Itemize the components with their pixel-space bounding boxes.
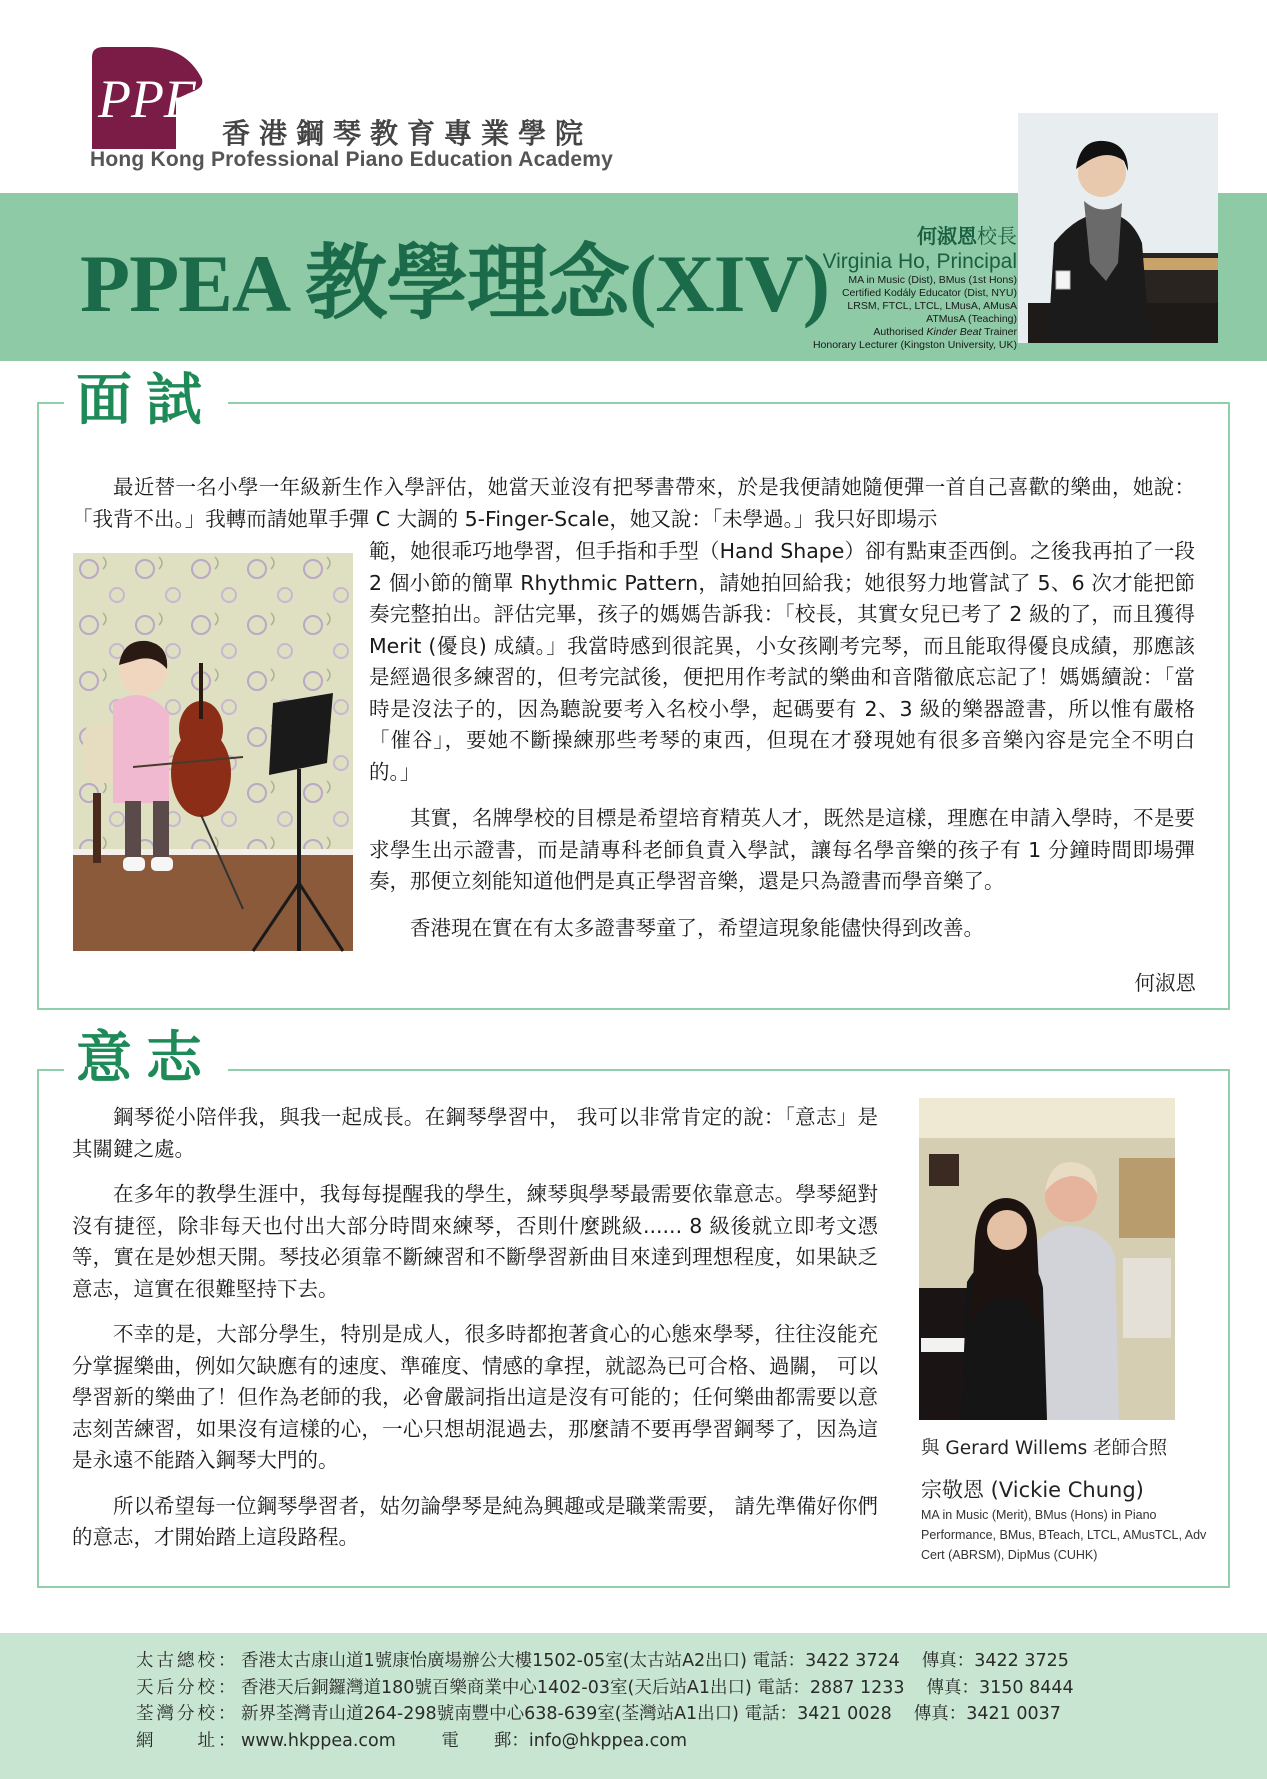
academy-logo — [90, 45, 230, 150]
footer-contact-lines — [136, 1648, 1074, 1754]
cred-text: Trainer — [981, 326, 1017, 338]
branch-phone: 電話：3421 0028 — [744, 1704, 892, 1724]
principal-photo — [1018, 113, 1218, 343]
interview-signature: 何淑恩 — [1134, 971, 1196, 995]
principal-credential: ATMusA (Teaching) — [926, 313, 1017, 325]
principal-name-zh: 何淑恩 — [917, 226, 977, 248]
section-title-willpower: 意志 — [64, 1031, 228, 1087]
branch-address: 香港太古康山道1號康怡廣場辦公大樓1502-05室(太古站A2出口) — [241, 1651, 748, 1671]
cred-emphasis: Kinder Beat — [926, 326, 982, 338]
interview-paragraph-3: 香港現在實在有太多證書琴童了，希望這現象能儘快得到改善。 — [410, 916, 984, 940]
logo-letters: PPEA — [98, 69, 230, 129]
willpower-paragraph: 所以希望每一位鋼琴學習者，姑勿論學琴是純為興趣或是職業需要， 請先準備好你們的意志，才開始踏上這段路程。 — [72, 1493, 879, 1549]
website-label: 網 址： — [136, 1730, 239, 1751]
photo-caption: 與 Gerard Willems 老師合照 — [921, 1438, 1168, 1459]
branch-fax: 傳真：3421 0037 — [913, 1704, 1061, 1724]
interview-paragraph-1-continued: 範，她很乖巧地學習，但手指和手型（Hand Shape）卻有點東歪西倒。之後我再拍了一段 2 個小節的簡單 Rhythmic Pattern，請她拍回給我；她很努力地嘗試了 5、6 次才能把節奏完整拍出。評估完畢，孩子的媽媽告訴我：「校長，其實女兒已考了 2 級的了，而且獲得 Merit (優良) 成績。」我當時感到很詫異，小女孩剛考完琴，而且能取得優良成績，那應該是經過很多練習的，但考完試後，便把用作考試的樂曲和音階徹底忘記了！媽媽續說：「當時是沒法子的，因為聽說要考入名校小學，起碼要有 2、3 級的樂器證書，所以惟有嚴格「催谷」，要她不斷操練那些考琴的東西，但現在才發現她有很多音樂內容是完全不明白的。」 — [369, 539, 1195, 784]
cred-text: Authorised — [873, 326, 927, 338]
section-title-interview: 面試 — [64, 373, 228, 429]
girl-cello-photo — [73, 553, 353, 951]
principal-name-en: Virginia Ho, Principal — [822, 250, 1017, 273]
willpower-paragraph: 鋼琴從小陪伴我，與我一起成長。在鋼琴學習中， 我可以非常肯定的說：「意志」是其關鍵之處。 — [72, 1105, 878, 1161]
principal-credential: Certified Kodály Educator (Dist, NYU) — [841, 287, 1017, 299]
email-label: 電 郵： — [441, 1730, 529, 1751]
web-email-line — [136, 1728, 1074, 1755]
logo-name-en: Hong Kong Professional Piano Education Academy — [90, 148, 613, 171]
branch-address: 香港天后銅鑼灣道180號百樂商業中心1402-03室(天后站A1出口) — [241, 1677, 752, 1698]
principal-info — [813, 220, 1017, 352]
email-link[interactable]: info@hkppea.com — [528, 1730, 688, 1751]
branch-fax: 傳真：3422 3725 — [921, 1651, 1069, 1671]
interview-paragraph-2: 其實，名牌學校的目標是希望培育精英人才，既然是這樣，理應在申請入學時，不是要求學生出示證書，而是請專科老師負責入學試，讓每名學音樂的孩子有 1 分鐘時間即場彈奏，那便立刻能知道他們是真正學習音樂，還是只為證書而學音樂了。 — [369, 806, 1195, 893]
branch-label: 荃灣分校： — [136, 1704, 239, 1724]
page-title: PPEA 教學理念(XIV) — [80, 238, 830, 329]
principal-name — [813, 220, 1017, 249]
branch-phone: 電話：2887 1233 — [757, 1677, 905, 1698]
author-name: 宗敬恩 (Vickie Chung) — [921, 1478, 1144, 1502]
willpower-paragraph: 在多年的教學生涯中，我每每提醒我的學生，練琴與學琴最需要依靠意志。學琴絕對沒有捷徑，除非每天也付出大部分時間來練琴，否則什麼跳級...... 8 級後就立即考文憑等，實在是妙想天開。琴技必須靠不斷練習和不斷學習新曲目來達到理想程度，如果缺乏意志，這實在很難堅持下去。 — [72, 1182, 878, 1301]
website-link[interactable]: www.hkppea.com — [241, 1730, 396, 1751]
branch-line — [136, 1701, 1074, 1728]
teacher-pair-photo — [919, 1098, 1175, 1420]
branch-line — [136, 1648, 1074, 1675]
principal-credential: Honorary Lecturer (Kingston University, UK) — [812, 339, 1017, 351]
interview-paragraph-1-intro: 最近替一名小學一年級新生作入學評估，她當天並沒有把琴書帶來，於是我便請她隨便彈一首自己喜歡的樂曲，她說：「我背不出。」我轉而請她單手彈 C 大調的 5-Finger-Scale，她又說：「未學過。」我只好即場示 — [72, 475, 1195, 531]
branch-address: 新界荃灣青山道264-298號南豐中心638-639室(荃灣站A1出口) — [241, 1704, 739, 1724]
principal-title-zh: 校長 — [977, 226, 1017, 248]
branch-fax: 傳真：3150 8444 — [926, 1677, 1074, 1698]
willpower-text — [72, 1102, 878, 1568]
principal-credential: LRSM, FTCL, LTCL, LMusA, AMusA — [847, 300, 1017, 312]
branch-label: 太古總校： — [136, 1651, 239, 1671]
branch-line — [136, 1675, 1074, 1702]
branch-label: 天后分校： — [136, 1677, 239, 1698]
author-credentials: MA in Music (Merit), BMus (Hons) in Piano Performance, BMus, BTeach, LTCL, AMusTCL, Adv Cert (ABRSM), DipMus (CUHK) — [921, 1508, 1207, 1562]
principal-credential: MA in Music (Dist), BMus (1st Hons) — [848, 274, 1017, 286]
logo-name-zh: 香港鋼琴教育專業學院 — [222, 117, 593, 150]
willpower-paragraph: 不幸的是，大部分學生，特別是成人，很多時都抱著貪心的心態來學琴，往往沒能充分掌握樂曲，例如欠缺應有的速度、準確度、情感的拿捏，就認為已可合格、過關， 可以學習新的樂曲了！但作為老師的我，必會嚴詞指出這是沒有可能的；任何樂曲都需要以意志刻苦練習，如果沒有這樣的心，一心只想胡混過去，那麼請不要再學習鋼琴了，因為這是永遠不能踏入鋼琴大門的。 — [72, 1322, 879, 1472]
principal-credential — [813, 326, 1017, 339]
branch-phone: 電話：3422 3724 — [752, 1651, 900, 1671]
